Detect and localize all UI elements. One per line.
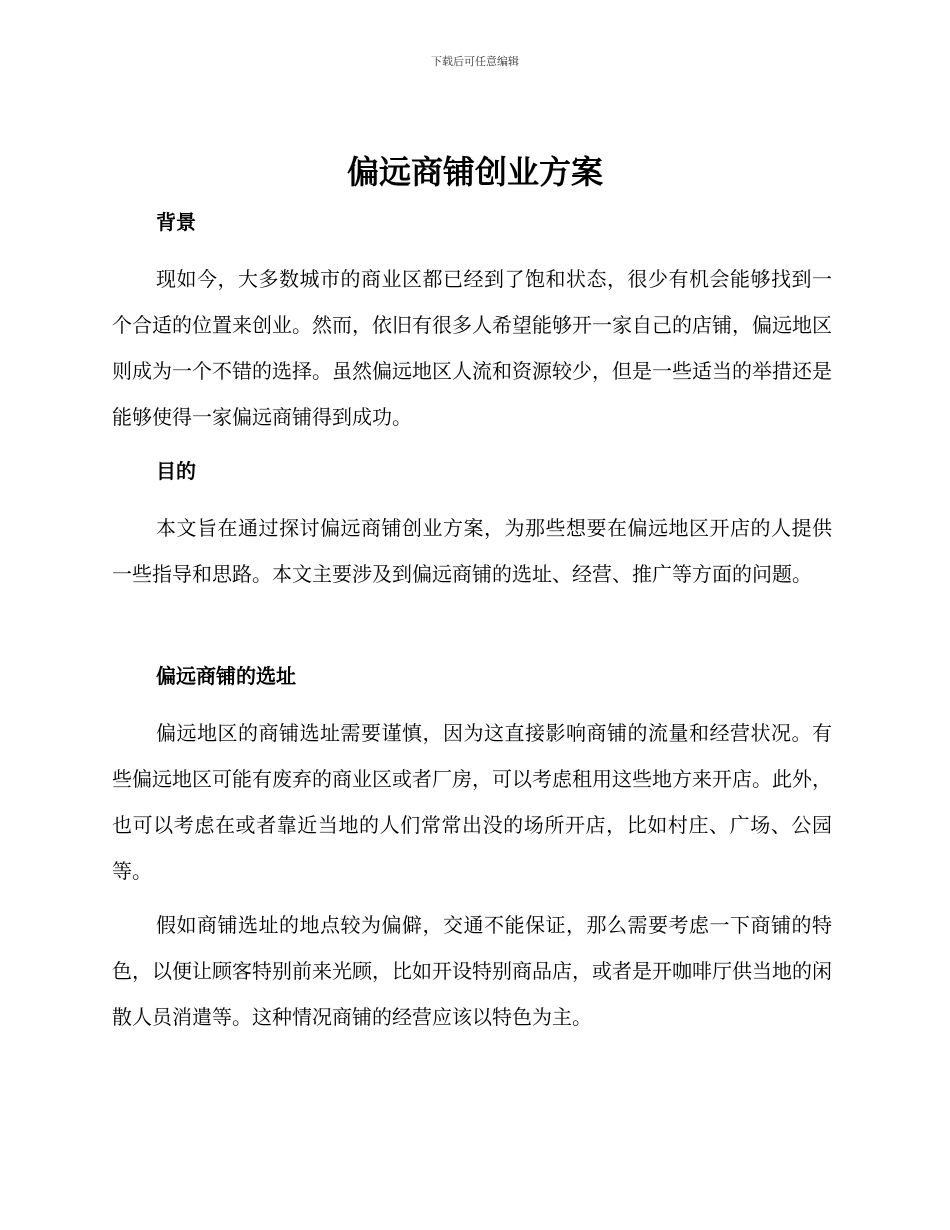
paragraph-site-selection-2: 假如商铺选址的地点较为偏僻，交通不能保证，那么需要考虑一下商铺的特色，以便让顾客特别前来光顾，比如开设特别商品店，或者是开咖啡厅供当地的闲散人员消遣等。这种情况商铺的经营应该以特色为主。	[112, 913, 832, 1029]
document-title: 偏远商铺创业方案	[346, 153, 603, 191]
page-header-note: 下载后可任意编辑	[431, 55, 519, 68]
paragraph-background: 现如今，大多数城市的商业区都已经到了饱和状态，很少有机会能够找到一个合适的位置来创业。然而，依旧有很多人希望能够开一家自己的店铺，偏远地区则成为一个不错的选择。虽然偏远地区人流和资源较少，但是一些适当的举措还是能够使得一家偏远商铺得到成功。	[112, 267, 832, 429]
section-heading-site-selection: 偏远商铺的选址	[156, 664, 296, 688]
section-heading-purpose: 目的	[156, 459, 196, 483]
paragraph-purpose: 本文旨在通过探讨偏远商铺创业方案，为那些想要在偏远地区开店的人提供一些指导和思路。本文主要涉及到偏远商铺的选址、经营、推广等方面的问题。	[112, 516, 832, 586]
section-heading-background: 背景	[156, 210, 196, 234]
paragraph-site-selection-1: 偏远地区的商铺选址需要谨慎，因为这直接影响商铺的流量和经营状况。有些偏远地区可能有废弃的商业区或者厂房，可以考虑租用这些地方来开店。此外，也可以考虑在或者靠近当地的人们常常出没的场所开店，比如村庄、广场、公园等。	[112, 721, 832, 883]
